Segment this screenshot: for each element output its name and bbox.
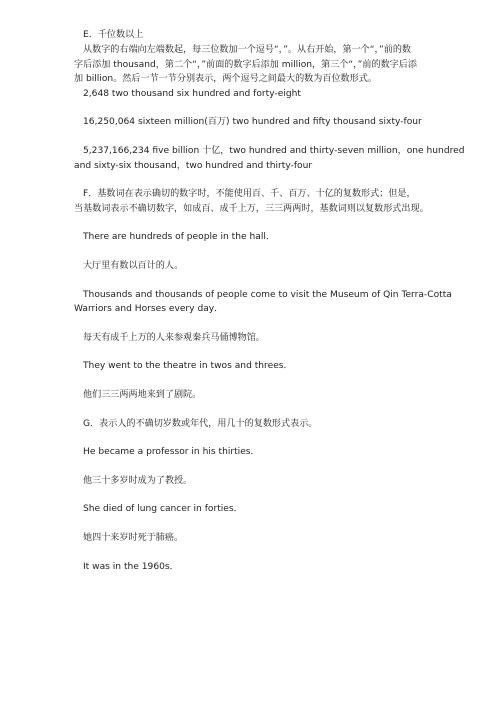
- section-f-example-2-en: [74, 288, 452, 317]
- section-f-example-1-en: There are hundreds of people in the hall．: [83, 232, 275, 243]
- section-e-paragraph-line-2: 字后添加 thousand，第二个“，”前面的数字后添加 million，第三个“，”前的数字后添: [74, 59, 417, 70]
- section-g-example-1-zh: 他三十多岁时成为了教授。: [83, 475, 193, 486]
- section-e-example-3: [74, 144, 465, 173]
- section-f-example-1-zh: 大厅里有数以百计的人。: [83, 261, 184, 272]
- section-e-paragraph: [74, 43, 440, 87]
- section-g-example-2-zh: 她四十来岁时死于肺癌。: [83, 532, 184, 543]
- section-f-example-2-en-line-1: Thousands and thousands of people come to visit the Museum of Qin Terra-Cotta: [83, 289, 452, 300]
- document-page: [74, 28, 465, 574]
- section-e-example-3-line-1: 5,237,166,234 five billion 十亿，two hundred and thirty-seven million，one hundred: [83, 146, 465, 157]
- section-e-example-2: 16,250,064 sixteen million(百万) two hundred and fifty thousand sixty-four: [83, 117, 422, 128]
- section-f-paragraph-line-2: 当基数词表示不确切数字，如成百、成千上万，三三两两时，基数词则以复数形式出现。: [74, 203, 429, 214]
- section-g-example-1-en: He became a professor in his thirties．: [83, 447, 260, 458]
- section-g-heading: G．表示人的不确切岁数或年代，用几十的复数形式表示。: [83, 418, 318, 429]
- section-g-example-3-en: It was in the 1960s．: [83, 561, 179, 572]
- section-f-paragraph-line-1: F．基数词在表示确切的数字时，不能使用百、千、百万、十亿的复数形式；但是，: [83, 189, 416, 200]
- section-f-example-2-en-line-2: Warriors and Horses every day．: [74, 304, 224, 315]
- section-f-example-3-en: They went to the theatre in twos and threes．: [83, 361, 293, 372]
- section-f-paragraph: [74, 187, 440, 216]
- section-e-example-3-line-2: and sixty-six thousand，two hundred and thirty-four: [74, 160, 313, 171]
- section-e-paragraph-line-1: 从数字的右端向左端数起，每三位数加一个逗号“，”。从右开始，第一个“，”前的数: [83, 45, 412, 56]
- section-e-example-1: 2,648 two thousand six hundred and forty-eight: [83, 88, 301, 99]
- section-f-example-3-zh: 他们三三两两地来到了剧院。: [83, 390, 202, 400]
- section-e-heading: E．千位数以上: [83, 30, 144, 40]
- section-g-example-2-en: She died of lung cancer in forties．: [83, 504, 243, 515]
- section-f-example-2-zh: 每天有成千上万的人来参观秦兵马俑博物馆。: [83, 332, 265, 343]
- section-e-paragraph-line-3: 加 billion。然后一节一节分别表示，两个逗号之间最大的数为百位数形式。: [74, 74, 377, 85]
